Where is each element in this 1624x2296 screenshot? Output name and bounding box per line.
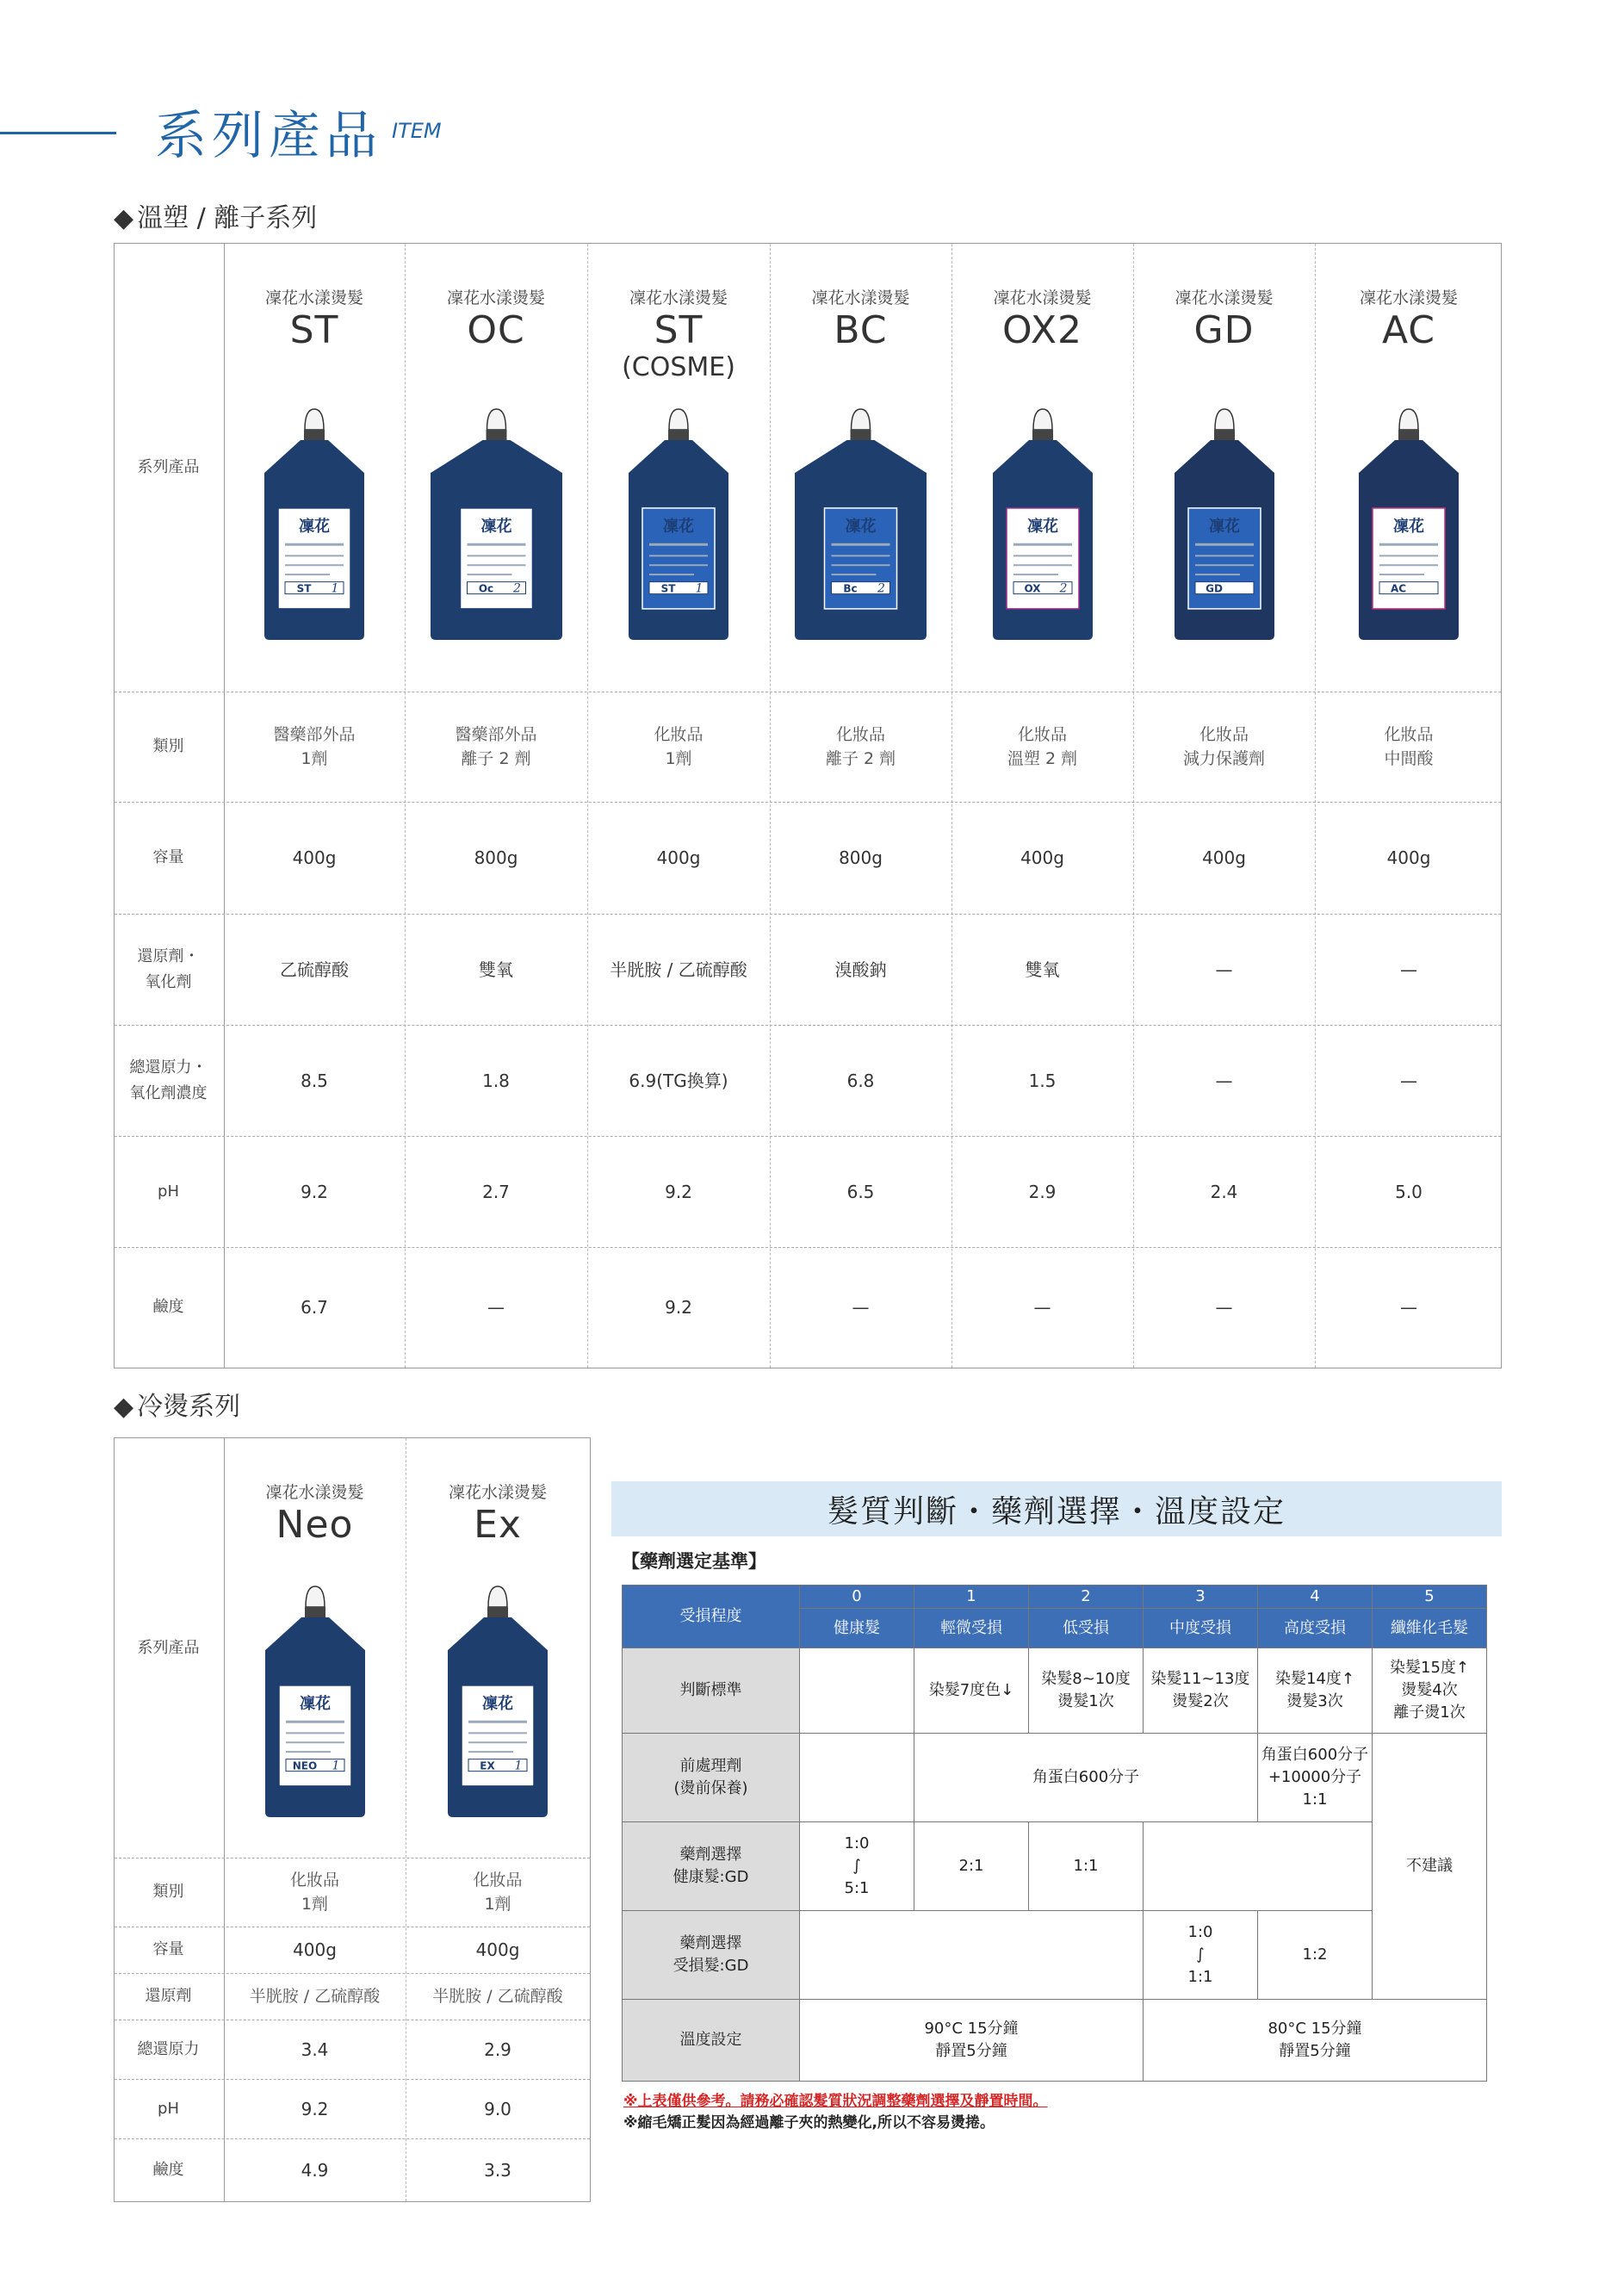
section-title-1: ◆ 溫塑 / 離子系列 bbox=[114, 203, 318, 233]
cell-strength: — bbox=[1215, 1070, 1233, 1091]
cell-ph: 2.4 bbox=[1210, 1181, 1238, 1202]
svg-text:1: 1 bbox=[332, 1759, 339, 1773]
row-label: 還原劑 bbox=[145, 1987, 192, 2005]
cell-strength: 6.9(TG換算) bbox=[629, 1070, 728, 1091]
cell-alkali: — bbox=[1400, 1297, 1417, 1318]
product-pouch-image bbox=[1354, 407, 1464, 645]
row-label: 鹼度 bbox=[152, 1298, 184, 1316]
cell-volume: 800g bbox=[839, 847, 883, 868]
cell-ph: 9.0 bbox=[484, 2098, 511, 2119]
selection-table bbox=[622, 1585, 1487, 2082]
cell-category: 化妝品 1劑 bbox=[654, 725, 704, 768]
row-label: 類別 bbox=[152, 1883, 184, 1901]
judge-1: 染髮7度色↓ bbox=[914, 1648, 1029, 1734]
judge-label: 判斷標準 bbox=[623, 1648, 800, 1734]
judge-3: 染髮11~13度 燙髮2次 bbox=[1144, 1648, 1258, 1734]
product-brand: 凜花水漾燙髮 bbox=[1175, 289, 1274, 307]
cell-strength: 1.5 bbox=[1028, 1070, 1057, 1091]
damaged-label: 藥劑選擇 受損髮:GD bbox=[623, 1911, 800, 2000]
level-5: 5 bbox=[1373, 1585, 1487, 1609]
cell-volume: 800g bbox=[474, 847, 518, 868]
svg-text:凜花: 凜花 bbox=[480, 518, 511, 537]
product-model: OC bbox=[467, 308, 525, 352]
product-table-1 bbox=[114, 243, 1502, 1368]
row-label: 類別 bbox=[152, 737, 184, 755]
cell-alkali: — bbox=[1033, 1297, 1051, 1318]
product-brand: 凜花水漾燙髮 bbox=[448, 1483, 547, 1502]
cell-category: 化妝品 中間酸 bbox=[1384, 725, 1434, 768]
svg-text:凜花: 凜花 bbox=[1208, 518, 1240, 537]
product-head-st bbox=[587, 285, 770, 382]
row-label: 容量 bbox=[152, 848, 184, 866]
product-model: Ex bbox=[474, 1503, 522, 1547]
svg-text:EX: EX bbox=[480, 1759, 495, 1772]
healthy-1: 2:1 bbox=[914, 1822, 1029, 1911]
cell-agent: 溴酸鈉 bbox=[834, 959, 887, 980]
product-brand: 凜花水漾燙髮 bbox=[993, 289, 1092, 307]
cell-strength: 3.4 bbox=[301, 2038, 329, 2060]
cell-alkali: — bbox=[487, 1297, 505, 1318]
row-label: pH bbox=[158, 2099, 179, 2118]
cell-alkali: 3.3 bbox=[484, 2159, 511, 2181]
cell-ph: 6.5 bbox=[846, 1181, 875, 1202]
product-brand: 凜花水漾燙髮 bbox=[811, 289, 910, 307]
cell-category: 化妝品 1劑 bbox=[289, 1871, 339, 1914]
page-subtitle: ITEM bbox=[392, 119, 442, 143]
cell-category: 化妝品 減力保護劑 bbox=[1182, 725, 1265, 768]
svg-text:凜花: 凜花 bbox=[1026, 518, 1058, 537]
cell-strength: — bbox=[1400, 1070, 1417, 1091]
product-model: Neo bbox=[276, 1503, 354, 1547]
header-rule bbox=[0, 132, 116, 134]
svg-text:2: 2 bbox=[512, 581, 521, 596]
cell-agent: 雙氧 bbox=[479, 959, 513, 980]
product-pouch-image bbox=[790, 407, 932, 645]
judge-2: 染髮8~10度 燙髮1次 bbox=[1029, 1648, 1144, 1734]
product-model: AC bbox=[1381, 308, 1436, 352]
svg-text:1: 1 bbox=[695, 581, 704, 596]
svg-text:凜花: 凜花 bbox=[482, 1695, 513, 1714]
row-label-products: 系列產品 bbox=[137, 1638, 200, 1657]
panel-banner: 髮質判斷・藥劑選擇・溫度設定 bbox=[611, 1481, 1502, 1536]
product-pouch-image bbox=[623, 407, 734, 645]
cell-category: 醫藥部外品 離子 2 劑 bbox=[455, 725, 537, 768]
product-brand: 凜花水漾燙髮 bbox=[446, 289, 545, 307]
svg-text:NEO: NEO bbox=[292, 1759, 317, 1772]
svg-text:1: 1 bbox=[514, 1759, 523, 1773]
level-name-0: 健康髮 bbox=[800, 1609, 914, 1648]
level-4: 4 bbox=[1258, 1585, 1373, 1609]
cell-ph: 5.0 bbox=[1395, 1181, 1423, 1202]
product-table-2 bbox=[114, 1437, 591, 2202]
product-brand: 凜花水漾燙髮 bbox=[264, 289, 363, 307]
product-pouch-image bbox=[260, 1585, 370, 1822]
row-label: 鹼度 bbox=[152, 2160, 184, 2179]
level-0: 0 bbox=[800, 1585, 914, 1609]
judge-4: 染髮14度↑ 燙髮3次 bbox=[1258, 1648, 1373, 1734]
cell-strength: 6.8 bbox=[846, 1070, 875, 1091]
level-name-2: 低受損 bbox=[1029, 1609, 1144, 1648]
level-name-1: 輕微受損 bbox=[914, 1609, 1029, 1648]
svg-text:ST: ST bbox=[660, 582, 676, 595]
cell-volume: 400g bbox=[1202, 847, 1246, 868]
note-info: ※縮毛矯正髮因為經過離子夾的熱變化,所以不容易燙捲。 bbox=[623, 2114, 995, 2132]
cell-category: 化妝品 溫塑 2 劑 bbox=[1007, 725, 1078, 768]
cell-ph: 9.2 bbox=[301, 2098, 329, 2119]
product-pouch-image bbox=[259, 407, 369, 645]
cell-volume: 400g bbox=[475, 1939, 520, 1960]
temp-label: 溫度設定 bbox=[623, 2000, 800, 2082]
product-head-neo bbox=[224, 1480, 406, 1548]
svg-text:凜花: 凜花 bbox=[845, 518, 877, 537]
svg-text:AC: AC bbox=[1390, 582, 1407, 595]
level-name-4: 高度受損 bbox=[1258, 1609, 1373, 1648]
svg-text:凜花: 凜花 bbox=[299, 1695, 331, 1714]
svg-text:凜花: 凜花 bbox=[299, 518, 330, 537]
cell-agent: 乙硫醇酸 bbox=[280, 959, 349, 980]
cell-agent: — bbox=[1400, 959, 1417, 980]
row-label: 總還原力 bbox=[137, 2039, 200, 2058]
svg-text:Bc: Bc bbox=[843, 582, 858, 595]
product-model: ST bbox=[654, 308, 704, 352]
cell-alkali: — bbox=[1215, 1297, 1233, 1318]
healthy-0: 1:0 ∫ 5:1 bbox=[800, 1822, 914, 1911]
healthy-label: 藥劑選擇 健康髮:GD bbox=[623, 1822, 800, 1911]
cell-volume: 400g bbox=[293, 1939, 337, 1960]
product-pouch-image bbox=[1169, 407, 1280, 645]
row-label: 容量 bbox=[152, 1940, 184, 1958]
cell-volume: 400g bbox=[1020, 847, 1064, 868]
cell-agent: 半胱胺 / 乙硫醇酸 bbox=[610, 959, 747, 980]
cell-ph: 9.2 bbox=[301, 1181, 328, 1202]
damage-label: 受損程度 bbox=[623, 1585, 800, 1648]
product-head-bc bbox=[770, 285, 951, 353]
product-pouch-image bbox=[425, 407, 567, 645]
svg-text:凜花: 凜花 bbox=[663, 518, 694, 537]
not-recommended: 不建議 bbox=[1373, 1734, 1487, 2000]
temp-b: 80°C 15分鐘 靜置5分鐘 bbox=[1144, 2000, 1487, 2082]
cell-ph: 2.7 bbox=[482, 1181, 510, 1202]
product-head-ex bbox=[406, 1480, 590, 1548]
judge-5: 染髮15度↑ 燙髮4次 離子燙1次 bbox=[1373, 1648, 1487, 1734]
criteria-title: 【藥劑選定基準】 bbox=[622, 1551, 766, 1572]
section-title-2: ◆ 冷燙系列 bbox=[114, 1392, 241, 1422]
product-brand: 凜花水漾燙髮 bbox=[1359, 289, 1458, 307]
cell-ph: 9.2 bbox=[665, 1181, 692, 1202]
product-pouch-image bbox=[443, 1585, 553, 1822]
pre-label: 前處理劑 (燙前保養) bbox=[623, 1734, 800, 1822]
cell-ph: 2.9 bbox=[1028, 1181, 1057, 1202]
svg-text:Oc: Oc bbox=[478, 582, 493, 595]
cell-alkali: 9.2 bbox=[665, 1297, 692, 1318]
product-head-ac bbox=[1315, 285, 1503, 353]
cell-agent: — bbox=[1215, 959, 1233, 980]
product-pouch-image bbox=[988, 407, 1098, 645]
row-label: 總還原力・ 氧化劑濃度 bbox=[129, 1058, 208, 1102]
damaged-3: 1:0 ∫ 1:1 bbox=[1144, 1911, 1258, 2000]
cell-volume: 400g bbox=[1386, 847, 1431, 868]
svg-text:2: 2 bbox=[1059, 581, 1067, 596]
note-warning: ※上表僅供參考。請務必確認髮質狀況調整藥劑選擇及靜置時間。 bbox=[623, 2093, 1048, 2110]
product-model: OX2 bbox=[1002, 308, 1082, 352]
damaged-4: 1:2 bbox=[1258, 1911, 1373, 2000]
product-brand: 凜花水漾燙髮 bbox=[265, 1483, 364, 1502]
svg-text:凜花: 凜花 bbox=[1393, 518, 1424, 537]
level-name-5: 纖維化毛髮 bbox=[1373, 1609, 1487, 1648]
page-title: 系列產品 bbox=[155, 106, 382, 166]
judge-0 bbox=[800, 1648, 914, 1734]
row-label: pH bbox=[158, 1182, 179, 1201]
product-model: BC bbox=[834, 308, 888, 352]
cell-volume: 400g bbox=[292, 847, 337, 868]
level-1: 1 bbox=[914, 1585, 1029, 1609]
temp-a: 90°C 15分鐘 靜置5分鐘 bbox=[800, 2000, 1144, 2082]
pre-high: 角蛋白600分子 +10000分子 1:1 bbox=[1258, 1734, 1373, 1822]
cell-strength: 2.9 bbox=[484, 2038, 511, 2060]
cell-category: 化妝品 1劑 bbox=[473, 1871, 523, 1914]
product-model: GD bbox=[1193, 308, 1255, 352]
cell-agent: 半胱胺 / 乙硫醇酸 bbox=[432, 1987, 563, 2006]
level-3: 3 bbox=[1144, 1585, 1258, 1609]
row-label-products: 系列產品 bbox=[137, 458, 200, 476]
pre-mid: 角蛋白600分子 bbox=[914, 1734, 1258, 1822]
svg-text:GD: GD bbox=[1205, 582, 1223, 595]
level-name-3: 中度受損 bbox=[1144, 1609, 1258, 1648]
cell-agent: 雙氧 bbox=[1025, 959, 1060, 980]
cell-alkali: — bbox=[852, 1297, 870, 1318]
cell-strength: 8.5 bbox=[301, 1070, 328, 1091]
cell-category: 醫藥部外品 1劑 bbox=[273, 725, 356, 768]
product-model-sub: (COSME) bbox=[622, 352, 735, 382]
product-head-ox2 bbox=[951, 285, 1133, 353]
cell-alkali: 4.9 bbox=[301, 2159, 329, 2181]
cell-alkali: 6.7 bbox=[301, 1297, 328, 1318]
product-head-oc bbox=[405, 285, 587, 353]
row-label: 還原劑・ 氧化劑 bbox=[137, 946, 200, 991]
cell-agent: 半胱胺 / 乙硫醇酸 bbox=[249, 1987, 381, 2006]
healthy-2: 1:1 bbox=[1029, 1822, 1144, 1911]
product-head-gd bbox=[1133, 285, 1315, 353]
cell-category: 化妝品 離子 2 劑 bbox=[825, 725, 896, 768]
product-model: ST bbox=[289, 308, 339, 352]
svg-text:2: 2 bbox=[877, 581, 885, 596]
level-2: 2 bbox=[1029, 1585, 1144, 1609]
svg-text:1: 1 bbox=[331, 581, 339, 596]
product-head-st bbox=[224, 285, 405, 353]
product-brand: 凜花水漾燙髮 bbox=[629, 289, 728, 307]
svg-text:ST: ST bbox=[296, 582, 312, 595]
svg-text:OX: OX bbox=[1023, 582, 1041, 595]
cell-strength: 1.8 bbox=[482, 1070, 510, 1091]
cell-volume: 400g bbox=[656, 847, 701, 868]
